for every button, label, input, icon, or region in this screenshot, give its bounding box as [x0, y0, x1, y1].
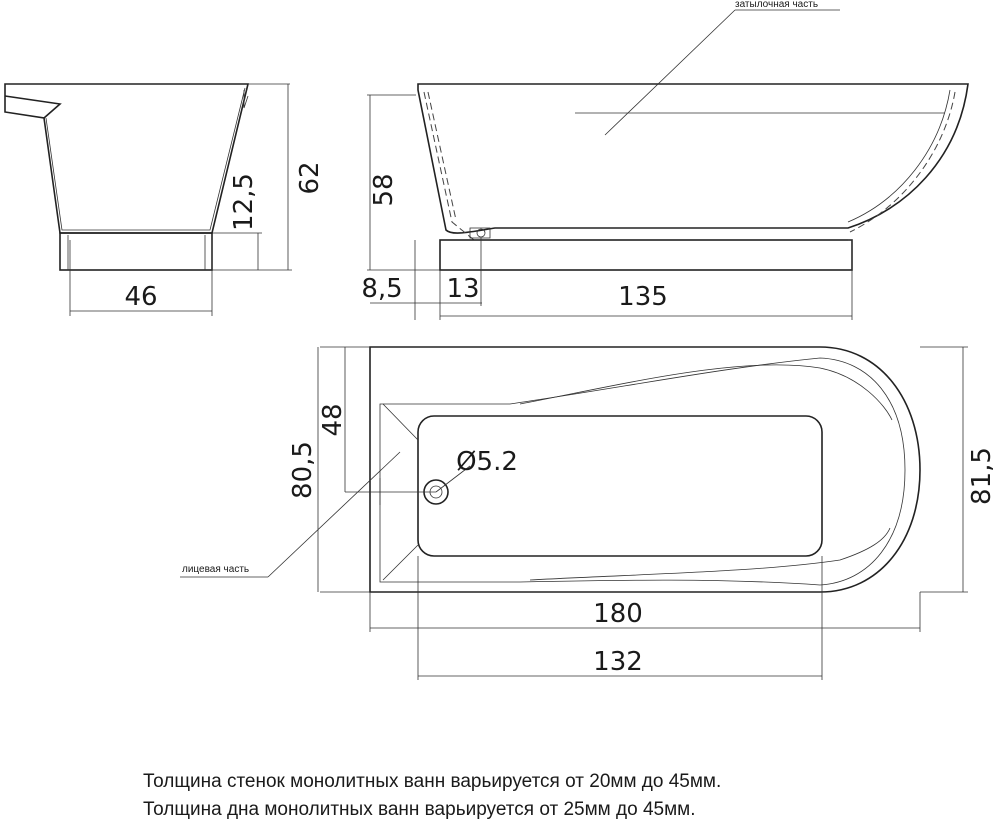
- note-wall-thickness: Толщина стенок монолитных ванн варьируется от 20мм до 45мм.: [143, 771, 722, 792]
- dim-side-height: 58: [369, 173, 399, 207]
- dim-plan-length: 180: [593, 599, 643, 629]
- dim-end-height: 62: [295, 161, 325, 195]
- dim-end-step-height: 12,5: [229, 173, 259, 231]
- rear-part-label: затылочная часть: [735, 0, 819, 10]
- dim-drain-offset: 13: [446, 274, 480, 304]
- plan-view: [180, 347, 968, 680]
- front-part-label: лицевая часть: [182, 564, 250, 575]
- note-bottom-thickness: Толщина дна монолитных ванн варьируется от 25мм до 45мм.: [143, 799, 696, 820]
- dim-side-offset: 8,5: [361, 274, 403, 304]
- dim-plan-inner-width: 48: [318, 403, 348, 437]
- dim-plan-inner-length: 132: [593, 647, 643, 677]
- dim-plan-width-right: 81,5: [967, 447, 997, 505]
- dim-plan-width-left: 80,5: [288, 441, 318, 499]
- dim-end-width: 46: [124, 282, 158, 312]
- dim-side-length: 135: [618, 282, 668, 312]
- dim-drain-diameter: Ø5.2: [456, 447, 518, 477]
